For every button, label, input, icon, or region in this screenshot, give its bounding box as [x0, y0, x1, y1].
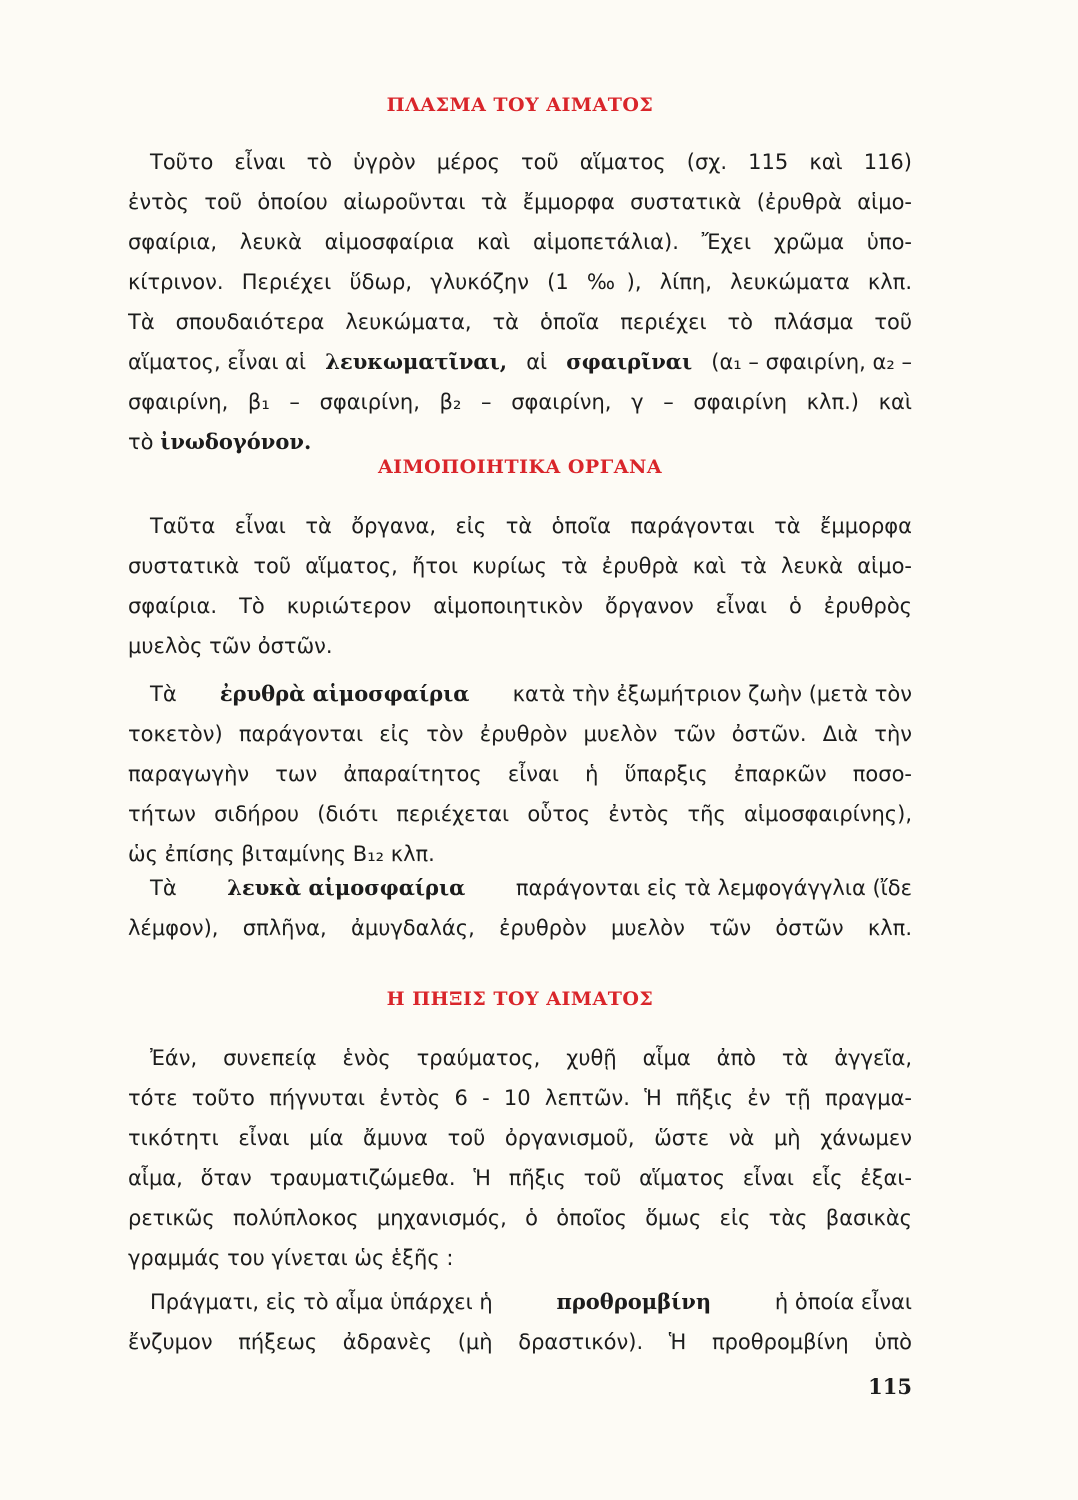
- paragraph-organs-3: [128, 868, 912, 948]
- term-albumins: λευκωματῖναι,: [325, 349, 508, 374]
- text-line: σφαίρια, λευκὰ αἱμοσφαίρια καὶ αἱμοπετάλια). Ἔχει χρῶμα ὑπο-: [128, 230, 912, 254]
- text-line: σφαιρίνη, β₁ – σφαιρίνη, β₂ – σφαιρίνη, γ – σφαιρίνη κλπ.) καὶ: [128, 390, 912, 414]
- text-line: τικότητι εἶναι μία ἄμυνα τοῦ ὀργανισμοῦ, ὥστε νὰ μὴ χάνωμεν: [128, 1126, 912, 1150]
- text-line: Τὰ λευκὰ αἱμοσφαίρια παράγονται εἰς τὰ λεμφογάγγλια (ἴδε: [128, 868, 912, 908]
- text-line: ρετικῶς πολύπλοκος μηχανισμός, ὁ ὁποῖος ὅμως εἰς τὰς βασικὰς: [128, 1206, 912, 1230]
- text-line: Τὰ ἐρυθρὰ αἱμοσφαίρια κατὰ τὴν ἐξωμήτριον ζωὴν (μετὰ τὸν: [128, 674, 912, 714]
- text-line: τότε τοῦτο πήγνυται ἐντὸς 6 - 10 λεπτῶν. Ἡ πῆξις ἐν τῇ πραγμα-: [128, 1086, 912, 1110]
- paragraph-organs-2: [128, 674, 912, 874]
- text-line: Ἐάν, συνεπείᾳ ἑνὸς τραύματος, χυθῇ αἷμα ἀπὸ τὰ ἀγγεῖα,: [150, 1046, 912, 1070]
- page-number: 115: [868, 1374, 912, 1399]
- text-line: τοκετὸν) παράγονται εἰς τὸν ἐρυθρὸν μυελὸν τῶν ὀστῶν. Διὰ τὴν: [128, 722, 912, 746]
- text-line: γραμμάς του γίνεται ὡς ἑξῆς :: [128, 1246, 454, 1270]
- heading-plasma: ΠΛΑΣΜΑ ΤΟΥ ΑΙΜΑΤΟΣ: [386, 94, 654, 116]
- paragraph-organs-1: [128, 506, 912, 666]
- term-prothrombin: προθρομβίνη: [556, 1289, 712, 1314]
- text-line: αἵματος, εἶναι αἱ λευκωματῖναι, αἱ σφαιρῖναι (α₁ – σφαιρίνη, α₂ –: [128, 342, 912, 382]
- text-line: αἷμα, ὅταν τραυματιζώμεθα. Ἡ πῆξις τοῦ αἵματος εἶναι εἷς ἐξαι-: [128, 1166, 912, 1190]
- text-line: τὸ ἰνωδογόνον.: [128, 429, 312, 454]
- text-line: Τοῦτο εἶναι τὸ ὑγρὸν μέρος τοῦ αἵματος (σχ. 115 καὶ 116): [150, 150, 912, 174]
- text-line: σφαίρια. Τὸ κυριώτερον αἱμοποιητικὸν ὄργανον εἶναι ὁ ἐρυθρὸς: [128, 594, 912, 618]
- term-red-blood-cells: ἐρυθρὰ αἱμοσφαίρια: [219, 681, 470, 706]
- text-line: Τὰ σπουδαιότερα λευκώματα, τὰ ὁποῖα περιέχει τὸ πλάσμα τοῦ: [128, 310, 912, 334]
- text-line: Ταῦτα εἶναι τὰ ὄργανα, εἰς τὰ ὁποῖα παράγονται τὰ ἔμμορφα: [150, 514, 912, 538]
- text-line: συστατικὰ τοῦ αἵματος, ἤτοι κυρίως τὰ ἐρυθρὰ καὶ τὰ λευκὰ αἱμο-: [128, 554, 912, 578]
- text-line: Πράγματι, εἰς τὸ αἷμα ὑπάρχει ἡ προθρομβίνη ἡ ὁποία εἶναι: [128, 1282, 912, 1322]
- heading-hematopoietic-organs: ΑΙΜΟΠΟΙΗΤΙΚΑ ΟΡΓΑΝΑ: [377, 456, 663, 478]
- text-line: παραγωγὴν των ἀπαραίτητος εἶναι ἡ ὕπαρξις ἐπαρκῶν ποσο-: [128, 762, 912, 786]
- text-line: ὡς ἐπίσης βιταμίνης B₁₂ κλπ.: [128, 842, 435, 866]
- text-line: λέμφον), σπλῆνα, ἀμυγδαλάς, ἐρυθρὸν μυελὸν τῶν ὀστῶν κλπ.: [128, 916, 912, 940]
- text-line: ἐντὸς τοῦ ὁποίου αἰωροῦνται τὰ ἔμμορφα συστατικὰ (ἐρυθρὰ αἱμο-: [128, 190, 912, 214]
- text-line: κίτρινον. Περιέχει ὕδωρ, γλυκόζην (1 ‰), λίπη, λευκώματα κλπ.: [128, 270, 912, 294]
- heading-blood-clotting: Η ΠΗΞΙΣ ΤΟΥ ΑΙΜΑΤΟΣ: [386, 988, 654, 1010]
- text-line: μυελὸς τῶν ὀστῶν.: [128, 634, 333, 658]
- paragraph-clotting-2: [128, 1282, 912, 1362]
- paragraph-clotting-1: [128, 1038, 912, 1278]
- term-fibrinogen: ἰνωδογόνον.: [160, 429, 312, 454]
- paragraph-plasma: [128, 142, 912, 462]
- text-line: τήτων σιδήρου (διότι περιέχεται οὗτος ἐντὸς τῆς αἱμοσφαιρίνης),: [128, 802, 912, 826]
- book-page: [128, 0, 912, 1500]
- term-globulins: σφαιρῖναι: [566, 349, 693, 374]
- text-line: ἔνζυμον πήξεως ἀδρανὲς (μὴ δραστικόν). Ἡ προθρομβίνη ὑπὸ: [128, 1330, 912, 1354]
- term-white-blood-cells: λευκὰ αἱμοσφαίρια: [227, 875, 466, 900]
